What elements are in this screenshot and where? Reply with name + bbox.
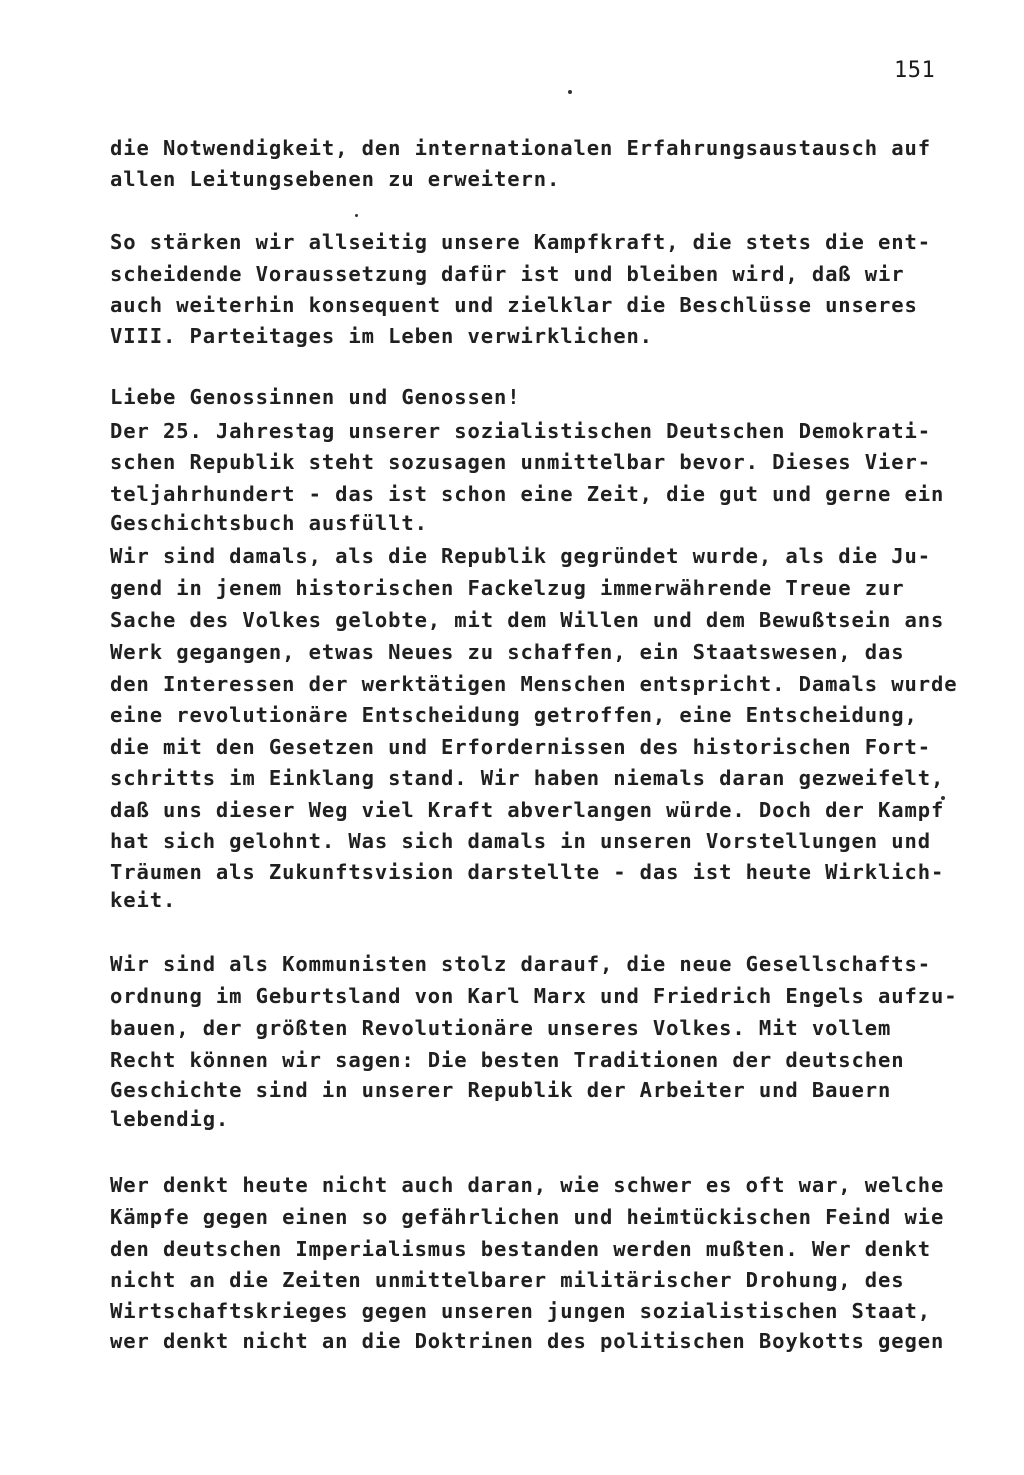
text-line: scheidende Voraussetzung dafür ist und bleiben wird, daß wir <box>110 262 905 286</box>
text-line: Der 25. Jahrestag unserer sozialistischen Deutschen Demokrati- <box>110 419 932 443</box>
text-line: den deutschen Imperialismus bestanden werden mußten. Wer denkt <box>110 1237 932 1261</box>
text-line: wer denkt nicht an die Doktrinen des politischen Boykotts gegen <box>110 1329 945 1353</box>
text-line: ordnung im Geburtsland von Karl Marx und Friedrich Engels aufzu- <box>110 984 958 1008</box>
text-line: schen Republik steht sozusagen unmittelbar bevor. Dieses Vier- <box>110 450 932 474</box>
text-line: Geschichtsbuch ausfüllt. <box>110 511 428 535</box>
text-line: schritts im Einklang stand. Wir haben niemals daran gezweifelt, <box>110 766 945 790</box>
ink-speck <box>355 214 358 217</box>
text-line: VIII. Parteitages im Leben verwirklichen. <box>110 324 653 348</box>
text-line: Werk gegangen, etwas Neues zu schaffen, ein Staatswesen, das <box>110 640 905 664</box>
page-number: 151 <box>894 58 936 83</box>
text-line: Sache des Volkes gelobte, mit dem Willen und dem Bewußtsein ans <box>110 608 945 632</box>
text-line: Liebe Genossinnen und Genossen! <box>110 385 521 409</box>
text-line: keit. <box>110 888 177 912</box>
text-line: So stärken wir allseitig unsere Kampfkraft, die stets die ent- <box>110 230 932 254</box>
text-line: Recht können wir sagen: Die besten Traditionen der deutschen <box>110 1048 905 1072</box>
text-line: teljahrhundert - das ist schon eine Zeit, die gut und gerne ein <box>110 482 945 506</box>
text-line: bauen, der größten Revolutionäre unseres Volkes. Mit vollem <box>110 1016 892 1040</box>
text-line: Geschichte sind in unserer Republik der Arbeiter und Bauern <box>110 1078 892 1102</box>
text-line: eine revolutionäre Entscheidung getroffen, eine Entscheidung, <box>110 703 918 727</box>
ink-speck <box>568 90 572 94</box>
text-line: allen Leitungsebenen zu erweitern. <box>110 167 561 191</box>
text-line: gend in jenem historischen Fackelzug immerwährende Treue zur <box>110 576 905 600</box>
text-line: daß uns dieser Weg viel Kraft abverlangen würde. Doch der Kampf <box>110 798 945 822</box>
text-line: hat sich gelohnt. Was sich damals in unseren Vorstellungen und <box>110 829 932 853</box>
text-line: auch weiterhin konsequent und zielklar die Beschlüsse unseres <box>110 293 918 317</box>
text-line: lebendig. <box>110 1107 230 1131</box>
text-line: Wir sind als Kommunisten stolz darauf, die neue Gesellschafts- <box>110 952 932 976</box>
text-line: Träumen als Zukunftsvision darstellte - das ist heute Wirklich- <box>110 860 945 884</box>
text-line: Wir sind damals, als die Republik gegründet wurde, als die Ju- <box>110 544 932 568</box>
text-line: die Notwendigkeit, den internationalen Erfahrungsaustausch auf <box>110 136 932 160</box>
text-line: nicht an die Zeiten unmittelbarer militärischer Drohung, des <box>110 1268 905 1292</box>
text-line: die mit den Gesetzen und Erfordernissen des historischen Fort- <box>110 735 932 759</box>
text-line: Kämpfe gegen einen so gefährlichen und heimtückischen Feind wie <box>110 1205 945 1229</box>
text-line: Wirtschaftskrieges gegen unseren jungen sozialistischen Staat, <box>110 1299 932 1323</box>
text-line: Wer denkt heute nicht auch daran, wie schwer es oft war, welche <box>110 1173 945 1197</box>
text-line: den Interessen der werktätigen Menschen entspricht. Damals wurde <box>110 672 958 696</box>
